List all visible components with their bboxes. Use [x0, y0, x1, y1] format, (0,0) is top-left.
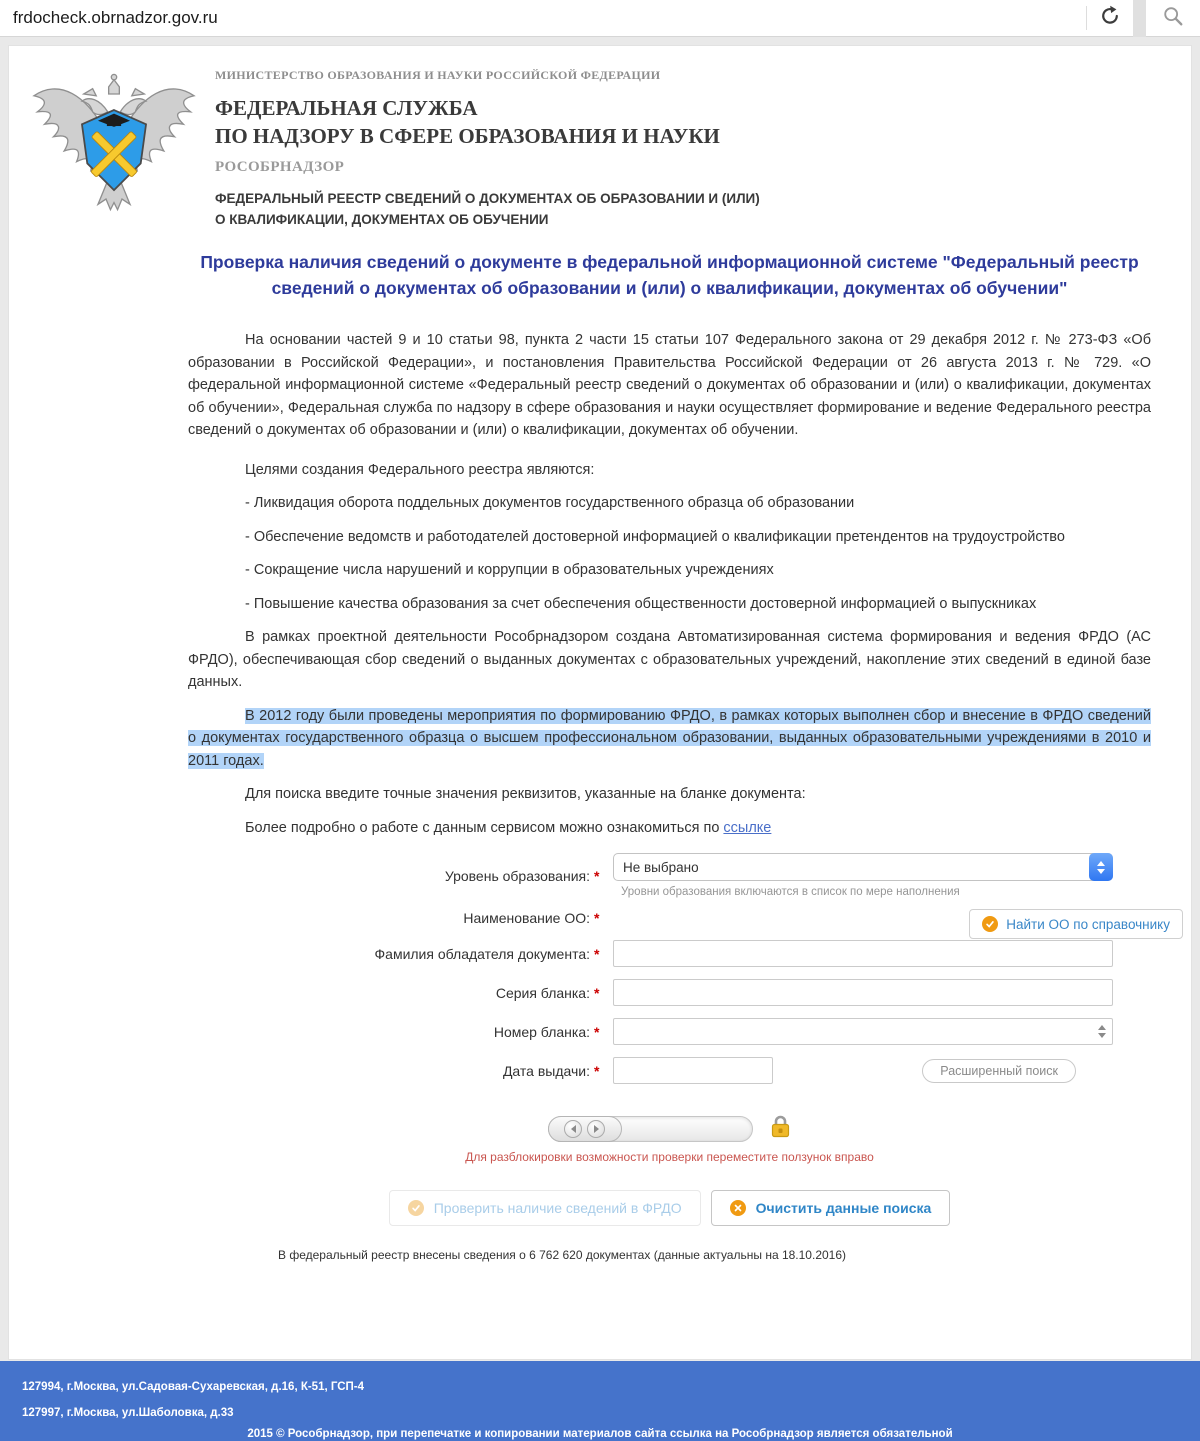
issue-date-row: [188, 1057, 1151, 1084]
select-stepper-icon: [1089, 853, 1113, 881]
page-body: [8, 45, 1192, 1360]
number-spinner[interactable]: [1098, 1018, 1106, 1045]
advanced-search-button[interactable]: [922, 1059, 1076, 1083]
reload-icon: [1099, 5, 1121, 32]
goal-item: - Обеспечение ведомств и работодателей достоверной информацией о квалификации претендентов на трудоустройство: [245, 528, 1065, 545]
footer-copyright: 2015 © Рособрнадзор, при перепечатке и копировании материалов сайта ссылка на Рособрнадзор является обязательной: [247, 1428, 953, 1440]
text-selection-highlight: В 2012 году были проведены мероприятия по формированию ФРДО, в рамках которых выполнен сбор и внесение в ФРДО сведений о документах государственного образца о высшем профессиональном образовании, выданных образовательными учреждениями в 2010 и 2011 годах.: [188, 707, 1151, 769]
clear-search-button[interactable]: [711, 1190, 951, 1226]
clear-circle-icon: [730, 1200, 746, 1216]
search-icon: [1162, 5, 1184, 32]
number-row: [188, 1018, 1151, 1045]
more-info-line: Более подробно о работе с данным сервисом можно ознакомиться по ссылке: [245, 819, 772, 836]
issue-date-label: Дата выдачи:: [502, 1062, 590, 1079]
highlighted-paragraph: [188, 705, 1151, 773]
lock-icon: [769, 1114, 792, 1143]
service-info-link[interactable]: ссылке: [723, 819, 772, 836]
required-marker: *: [594, 867, 600, 884]
check-circle-icon: [408, 1200, 424, 1216]
rosobrnadzor-emblem-icon: [25, 60, 203, 217]
goal-item: - Ликвидация оборота поддельных документов государственного образца об образовании: [245, 495, 855, 512]
find-org-button-label: Найти ОО по справочнику: [1006, 916, 1170, 932]
series-input[interactable]: [613, 979, 1113, 1006]
asfrdo-paragraph: В рамках проектной деятельности Рособрнадзором создана Автоматизированная система формирования и ведения ФРДО (АС ФРДО), обеспечивающая сбор сведений о выданных документах с образовательных учреждений, накопление этих сведений в единой базе данных.: [188, 629, 1151, 691]
surname-label: Фамилия обладателя документа:: [374, 945, 590, 962]
number-label: Номер бланка:: [493, 1023, 590, 1040]
site-header: [9, 46, 1191, 231]
advanced-search-label: Расширенный поиск: [940, 1064, 1058, 1079]
required-marker: *: [594, 984, 600, 1001]
required-marker: *: [594, 945, 600, 962]
required-marker: *: [594, 1062, 600, 1079]
footer-address-2: 127997, г.Москва, ул.Шаболовка, д.33: [22, 1407, 234, 1419]
org-name-row: [188, 910, 1170, 932]
check-circle-icon: [982, 916, 998, 932]
registry-stats: В федеральный реестр внесены сведения о 6 762 620 документах (данные актуальны на 18.10.2016): [277, 1248, 847, 1263]
check-frdo-button-label: Проверить наличие сведений в ФРДО: [433, 1200, 682, 1217]
education-level-select[interactable]: [613, 853, 1113, 881]
education-level-note: Уровни образования включаются в список по мере наполнения: [621, 886, 960, 899]
check-frdo-button[interactable]: [389, 1190, 701, 1226]
unlock-slider-handle[interactable]: [548, 1116, 622, 1142]
reload-button[interactable]: [1087, 5, 1133, 32]
goal-item: - Повышение качества образования за счет обеспечения общественности достоверной информацией о выпускниках: [245, 595, 1037, 612]
registry-name-line1: ФЕДЕРАЛЬНЫЙ РЕЕСТР СВЕДЕНИЙ О ДОКУМЕНТАХ ОБ ОБРАЗОВАНИИ И (ИЛИ): [215, 191, 760, 207]
education-level-row: [188, 853, 1151, 898]
unlock-slider-track[interactable]: [548, 1116, 753, 1142]
slider-right-arrow-icon[interactable]: [587, 1120, 605, 1138]
site-footer: [0, 1361, 1200, 1441]
search-instruction: Для поиска введите точные значения реквизитов, указанные на бланке документа:: [245, 786, 806, 803]
page-title: Проверка наличия сведений о документе в федеральной информационной системе "Федеральный реестр сведений о документах об образовании и (или) о квалификации, документах об обучении": [200, 252, 1139, 299]
short-name-label: РОСОБРНАДЗОР: [215, 159, 345, 176]
surname-row: [188, 940, 1151, 967]
footer-address-1: 127994, г.Москва, ул.Садовая-Сухаревская, д.16, К-51, ГСП-4: [22, 1381, 365, 1393]
required-marker: *: [594, 1023, 600, 1040]
intro-paragraph: На основании частей 9 и 10 статьи 98, пункта 2 части 15 статьи 107 Федерального закона от 29 декабря 2012 г. № 273-ФЗ «Об образовании в Российской Федерации», и постановления Правительства Российской Федерации от 26 августа 2013 г. № 729. «О федеральной информационной системе «Федеральный реестр сведений о документах об образовании и (или) о квалификации, документах об обучении», Федеральная служба по надзору в сфере образования и науки осуществляет формирование и ведение Федерального реестра сведений о документах об образовании и (или) о квалификации, документах об обучении.: [188, 332, 1151, 439]
chrome-gap: [1133, 0, 1146, 37]
browser-address-bar: [0, 0, 1200, 37]
goals-intro: Целями создания Федерального реестра являются:: [245, 461, 595, 478]
series-label: Серия бланка:: [495, 984, 590, 1001]
surname-input[interactable]: [613, 940, 1113, 967]
education-level-label: Уровень образования:: [444, 867, 590, 884]
action-buttons: [188, 1190, 1151, 1226]
clear-search-button-label: Очистить данные поиска: [755, 1200, 932, 1217]
issue-date-input[interactable]: [613, 1057, 773, 1084]
url-field[interactable]: frdocheck.obrnadzor.gov.ru: [13, 8, 218, 27]
org-name-label: Наименование ОО:: [463, 910, 590, 927]
goal-item: - Сокращение числа нарушений и коррупции в образовательных учреждениях: [245, 562, 774, 579]
find-org-button[interactable]: [969, 909, 1183, 939]
document-search-form: [188, 853, 1170, 1084]
ministry-label: МИНИСТЕРСТВО ОБРАЗОВАНИЯ И НАУКИ РОССИЙСКОЙ ФЕДЕРАЦИИ: [215, 68, 661, 82]
number-input[interactable]: [613, 1018, 1113, 1045]
main-content: [188, 249, 1170, 1226]
education-level-selected-value: Не выбрано: [623, 859, 699, 875]
series-row: [188, 979, 1151, 1006]
service-name-line1: ФЕДЕРАЛЬНАЯ СЛУЖБА: [215, 96, 478, 120]
browser-search-button[interactable]: [1146, 5, 1200, 32]
unlock-slider-area: [188, 1114, 1151, 1143]
slider-left-arrow-icon[interactable]: [564, 1120, 582, 1138]
unlock-instruction: Для разблокировки возможности проверки переместите ползунок вправо: [465, 1150, 874, 1165]
service-name-line2: ПО НАДЗОРУ В СФЕРЕ ОБРАЗОВАНИЯ И НАУКИ: [215, 123, 720, 148]
registry-name-line2: О КВАЛИФИКАЦИИ, ДОКУМЕНТАХ ОБ ОБУЧЕНИИ: [215, 212, 549, 228]
required-marker: *: [594, 910, 600, 927]
